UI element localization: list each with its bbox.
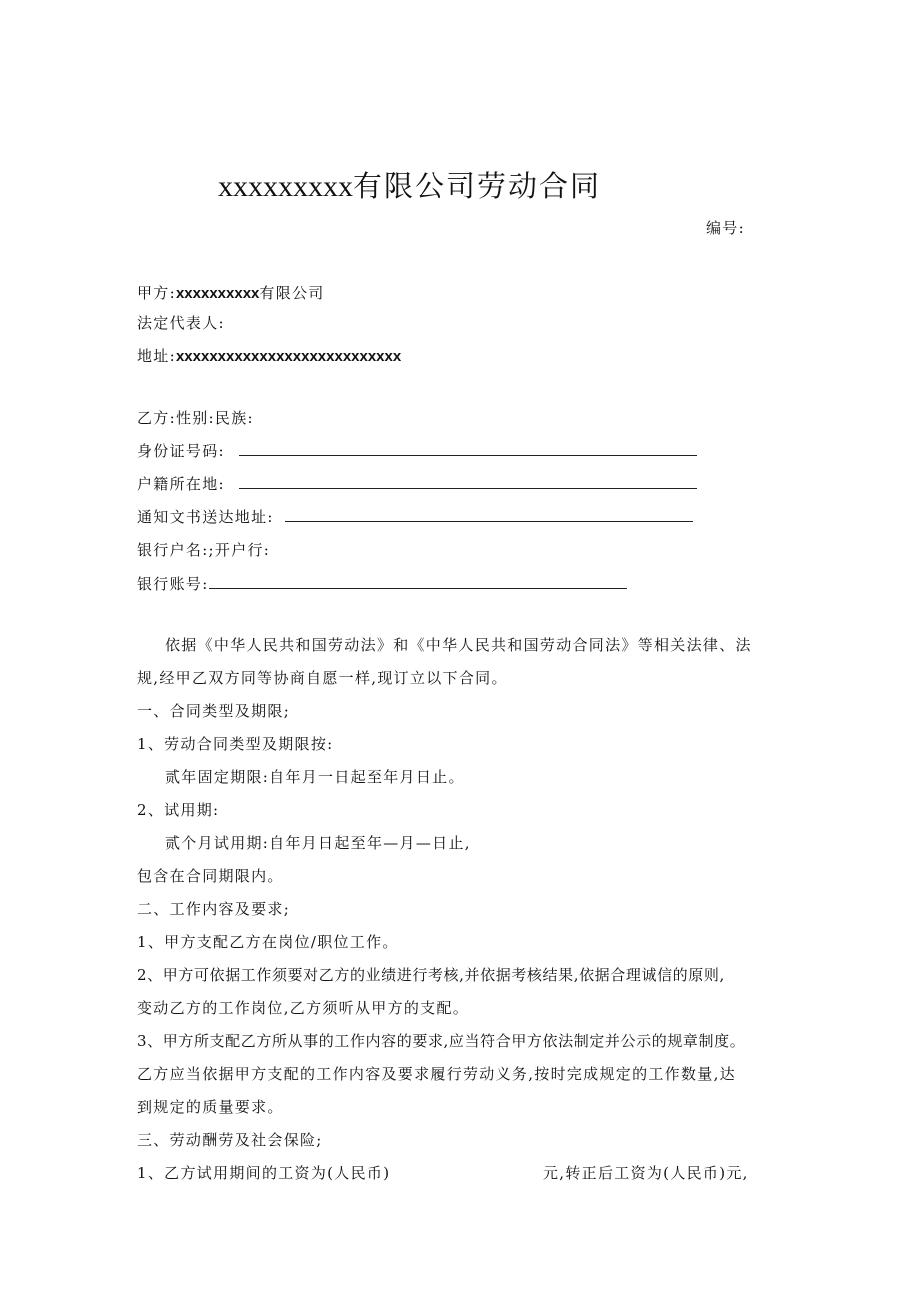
title-main: 有限公司劳动合同 <box>353 169 602 203</box>
bank-account-line <box>137 574 627 594</box>
party-a-address-value: xxxxxxxxxxxxxxxxxxxxxxxxxxx <box>175 348 402 365</box>
section-1-item-1-detail: 贰年固定期限:自年月一日起至年月日止。 <box>165 768 465 786</box>
section-3-heading: 三、劳动酬劳及社会保险; <box>137 1131 323 1149</box>
party-a-address-line <box>137 346 401 367</box>
notice-address-blank <box>285 507 693 522</box>
contract-number-label: 编号: <box>706 219 745 237</box>
party-b-line: 乙方:性别:民族: <box>137 409 254 427</box>
party-a-company-prefix: xxxxxxxxxx <box>175 285 260 302</box>
residence-blank <box>239 474 697 489</box>
section-1-item-2-detail: 贰个月试用期:自年月日起至年—月—日止, <box>165 834 471 852</box>
party-a-line <box>137 283 325 304</box>
section-2-item-3-line-1: 3、甲方所支配乙方所从事的工作内容的要求,应当符合甲方依法制定并公示的规章制度。 <box>137 1032 746 1050</box>
section-2-item-3-line-2: 乙方应当依据甲方支配的工作内容及要求履行劳动义务,按时完成规定的工作数量,达 <box>137 1065 736 1083</box>
party-a-label: 甲方: <box>137 284 176 302</box>
intro-paragraph-line-2: 规,经甲乙双方同等协商自愿一样,现订立以下合同。 <box>137 669 508 687</box>
section-2-item-3-line-3: 到规定的质量要求。 <box>137 1098 284 1116</box>
section-2-item-2-line-1: 2、甲方可依据工作须要对乙方的业绩进行考核,并依据考核结果,依据合理诚信的原则, <box>137 966 725 984</box>
section-2-heading: 二、工作内容及要求; <box>137 900 291 918</box>
bank-account-blank <box>209 574 627 589</box>
title-prefix: xxxxxxxxx <box>218 170 353 203</box>
bank-name-line: 银行户名:;开户行: <box>137 541 271 559</box>
id-number-blank <box>239 441 697 456</box>
notice-address-line <box>137 507 693 527</box>
id-number-line <box>137 441 697 461</box>
residence-line <box>137 474 697 494</box>
section-1-item-1: 1、劳动合同类型及期限按: <box>137 735 334 753</box>
section-1-heading: 一、合同类型及期限; <box>137 702 291 720</box>
section-1-item-2-tail: 包含在合同期限内。 <box>137 867 284 885</box>
intro-paragraph-line-1: 依据《中华人民共和国劳动法》和《中华人民共和国劳动合同法》等相关法律、法 <box>165 636 752 654</box>
bank-account-label: 银行账号: <box>137 575 209 593</box>
section-3-item-1-part-2: 元,转正后工资为(人民币)元, <box>543 1164 749 1182</box>
section-2-item-1: 1、甲方支配乙方在岗位/职位工作。 <box>137 933 399 951</box>
party-a-address-label: 地址: <box>137 347 176 365</box>
section-1-item-2: 2、试用期: <box>137 801 220 819</box>
legal-representative-label: 法定代表人: <box>137 314 225 332</box>
section-3-item-1-part-1: 1、乙方试用期间的工资为(人民币) <box>137 1164 391 1182</box>
notice-address-label: 通知文书送达地址: <box>137 508 274 526</box>
section-2-item-2-line-2: 变动乙方的工作岗位,乙方须听从甲方的支配。 <box>137 999 470 1017</box>
residence-label: 户籍所在地: <box>137 475 225 493</box>
id-number-label: 身份证号码: <box>137 442 225 460</box>
document-title <box>218 166 601 207</box>
party-a-company-suffix: 有限公司 <box>259 284 325 302</box>
